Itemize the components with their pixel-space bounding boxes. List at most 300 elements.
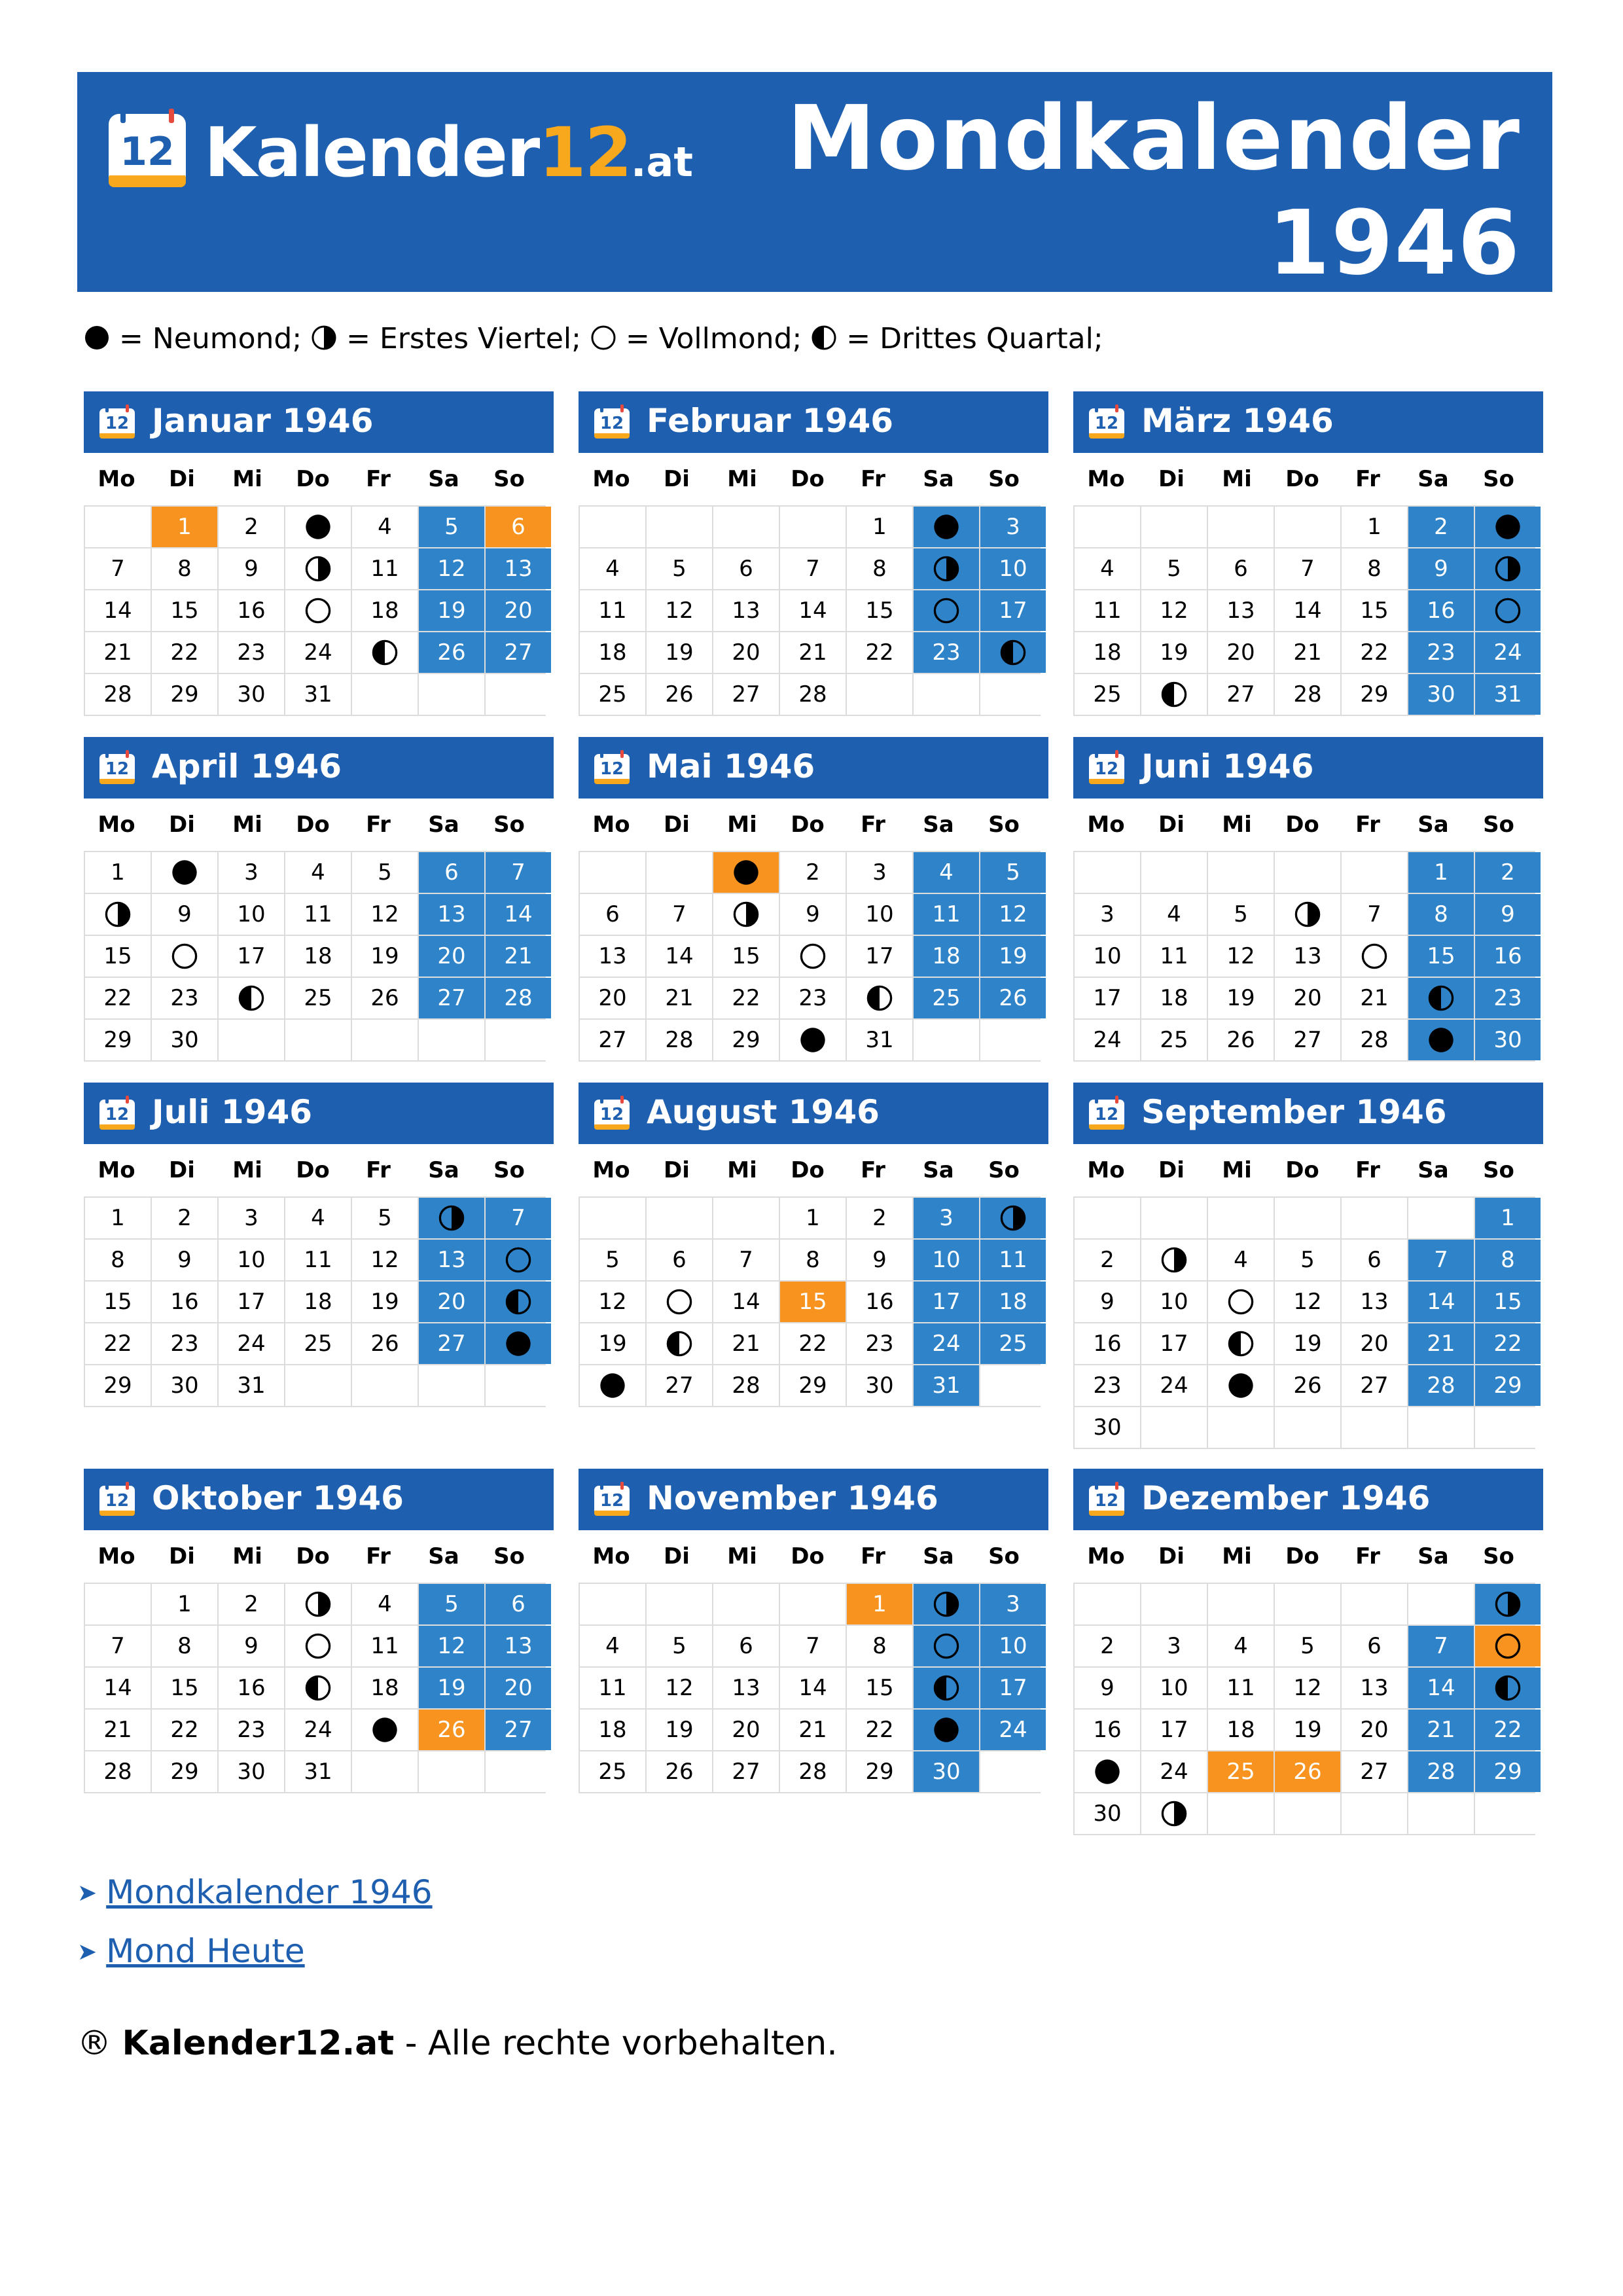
day-cell[interactable] [285,1668,351,1708]
day-cell[interactable] [980,1710,1046,1750]
day-cell[interactable] [352,1323,418,1364]
day-cell[interactable] [1475,590,1541,631]
day-cell[interactable] [285,1710,351,1750]
day-cell[interactable] [1475,1198,1541,1238]
day-cell[interactable] [1075,894,1140,935]
day-cell[interactable] [219,1710,284,1750]
day-cell[interactable] [85,1323,151,1364]
day-cell[interactable] [1342,894,1407,935]
day-cell[interactable] [713,1751,779,1792]
day-cell[interactable] [152,978,217,1018]
day-cell[interactable] [713,1240,779,1280]
day-cell[interactable] [352,1240,418,1280]
day-cell[interactable] [1342,1020,1407,1060]
day-cell[interactable] [780,548,846,589]
day-cell[interactable] [152,1282,217,1322]
day-cell[interactable] [1275,548,1340,589]
day-cell[interactable] [1342,590,1407,631]
day-cell[interactable] [85,1020,151,1060]
day-cell[interactable] [1342,674,1407,715]
day-cell[interactable] [980,1198,1046,1238]
day-cell[interactable] [847,1751,912,1792]
day-cell[interactable] [85,1626,151,1666]
day-cell[interactable] [713,978,779,1018]
day-cell[interactable] [1208,590,1274,631]
day-cell[interactable] [419,1282,484,1322]
day-cell[interactable] [1075,978,1140,1018]
day-cell[interactable] [847,852,912,893]
day-cell[interactable] [713,936,779,977]
day-cell[interactable] [1275,1668,1340,1708]
day-cell[interactable] [847,590,912,631]
day-cell[interactable] [152,590,217,631]
day-cell[interactable] [285,1584,351,1624]
day-cell[interactable] [1075,1626,1140,1666]
day-cell[interactable] [1475,632,1541,673]
day-cell[interactable] [713,1626,779,1666]
day-cell[interactable] [1408,548,1474,589]
day-cell[interactable] [980,978,1046,1018]
day-cell[interactable] [780,936,846,977]
day-cell[interactable] [914,978,979,1018]
day-cell[interactable] [980,1323,1046,1364]
day-cell[interactable] [152,1710,217,1750]
day-cell[interactable] [914,632,979,673]
day-cell[interactable] [85,1751,151,1792]
day-cell[interactable] [1475,1710,1541,1750]
day-cell[interactable] [914,894,979,935]
day-cell[interactable] [980,1282,1046,1322]
day-cell[interactable] [713,1020,779,1060]
day-cell[interactable] [914,852,979,893]
day-cell[interactable] [152,548,217,589]
day-cell[interactable] [1408,852,1474,893]
day-cell[interactable] [1208,1668,1274,1708]
day-cell[interactable] [1408,1323,1474,1364]
day-cell[interactable] [1275,1751,1340,1792]
day-cell[interactable] [1141,1751,1207,1792]
day-cell[interactable] [219,507,284,547]
day-cell[interactable] [419,507,484,547]
day-cell[interactable] [352,1282,418,1322]
day-cell[interactable] [713,1282,779,1322]
day-cell[interactable] [1342,1282,1407,1322]
day-cell[interactable] [352,548,418,589]
day-cell[interactable] [1275,590,1340,631]
day-cell[interactable] [647,1710,712,1750]
day-cell[interactable] [647,548,712,589]
day-cell[interactable] [285,852,351,893]
day-cell[interactable] [486,978,551,1018]
day-cell[interactable] [152,852,217,893]
day-cell[interactable] [1342,978,1407,1018]
day-cell[interactable] [647,1365,712,1406]
day-cell[interactable] [580,1751,645,1792]
day-cell[interactable] [219,590,284,631]
day-cell[interactable] [914,1365,979,1406]
day-cell[interactable] [85,1282,151,1322]
day-cell[interactable] [1075,548,1140,589]
day-cell[interactable] [1141,1240,1207,1280]
day-cell[interactable] [285,507,351,547]
day-cell[interactable] [1208,1282,1274,1322]
day-cell[interactable] [980,632,1046,673]
day-cell[interactable] [152,1668,217,1708]
day-cell[interactable] [352,1198,418,1238]
day-cell[interactable] [285,1323,351,1364]
day-cell[interactable] [152,1584,217,1624]
day-cell[interactable] [152,1751,217,1792]
day-cell[interactable] [1342,1240,1407,1280]
day-cell[interactable] [980,1240,1046,1280]
day-cell[interactable] [780,978,846,1018]
day-cell[interactable] [1342,1710,1407,1750]
day-cell[interactable] [580,1240,645,1280]
day-cell[interactable] [85,936,151,977]
day-cell[interactable] [486,507,551,547]
day-cell[interactable] [580,894,645,935]
day-cell[interactable] [847,978,912,1018]
day-cell[interactable] [1475,1668,1541,1708]
day-cell[interactable] [980,1584,1046,1624]
day-cell[interactable] [780,1710,846,1750]
day-cell[interactable] [152,1198,217,1238]
day-cell[interactable] [847,1365,912,1406]
day-cell[interactable] [419,632,484,673]
day-cell[interactable] [152,936,217,977]
day-cell[interactable] [1075,1365,1140,1406]
day-cell[interactable] [580,590,645,631]
day-cell[interactable] [713,674,779,715]
day-cell[interactable] [647,1020,712,1060]
day-cell[interactable] [1141,894,1207,935]
day-cell[interactable] [152,1020,217,1060]
day-cell[interactable] [486,894,551,935]
day-cell[interactable] [780,1020,846,1060]
day-cell[interactable] [1141,1323,1207,1364]
day-cell[interactable] [580,1626,645,1666]
day-cell[interactable] [914,1240,979,1280]
day-cell[interactable] [1141,632,1207,673]
day-cell[interactable] [486,1282,551,1322]
day-cell[interactable] [1208,674,1274,715]
day-cell[interactable] [1475,894,1541,935]
day-cell[interactable] [647,1282,712,1322]
day-cell[interactable] [1342,548,1407,589]
day-cell[interactable] [1208,978,1274,1018]
day-cell[interactable] [1208,936,1274,977]
day-cell[interactable] [486,632,551,673]
day-cell[interactable] [1208,548,1274,589]
day-cell[interactable] [1342,936,1407,977]
day-cell[interactable] [580,1668,645,1708]
day-cell[interactable] [219,1751,284,1792]
day-cell[interactable] [1075,1751,1140,1792]
day-cell[interactable] [1275,1240,1340,1280]
day-cell[interactable] [914,1626,979,1666]
day-cell[interactable] [1475,507,1541,547]
day-cell[interactable] [1208,1710,1274,1750]
day-cell[interactable] [419,1710,484,1750]
day-cell[interactable] [914,507,979,547]
day-cell[interactable] [1275,1282,1340,1322]
day-cell[interactable] [486,1240,551,1280]
day-cell[interactable] [914,1668,979,1708]
day-cell[interactable] [152,507,217,547]
day-cell[interactable] [219,936,284,977]
day-cell[interactable] [780,1323,846,1364]
day-cell[interactable] [352,1668,418,1708]
day-cell[interactable] [713,894,779,935]
day-cell[interactable] [285,1240,351,1280]
day-cell[interactable] [980,548,1046,589]
day-cell[interactable] [914,548,979,589]
day-cell[interactable] [85,852,151,893]
day-cell[interactable] [1208,1020,1274,1060]
day-cell[interactable] [1475,1365,1541,1406]
link-mond-heute[interactable]: Mond Heute [106,1932,305,1970]
day-cell[interactable] [1275,894,1340,935]
day-cell[interactable] [847,548,912,589]
day-cell[interactable] [847,936,912,977]
day-cell[interactable] [1475,1240,1541,1280]
day-cell[interactable] [219,548,284,589]
day-cell[interactable] [352,590,418,631]
day-cell[interactable] [85,1240,151,1280]
day-cell[interactable] [219,1198,284,1238]
day-cell[interactable] [1141,936,1207,977]
day-cell[interactable] [1141,1793,1207,1834]
day-cell[interactable] [1408,1282,1474,1322]
day-cell[interactable] [152,1240,217,1280]
day-cell[interactable] [780,590,846,631]
day-cell[interactable] [1475,936,1541,977]
day-cell[interactable] [847,1710,912,1750]
day-cell[interactable] [285,1282,351,1322]
day-cell[interactable] [647,632,712,673]
day-cell[interactable] [580,1365,645,1406]
day-cell[interactable] [486,1584,551,1624]
day-cell[interactable] [85,674,151,715]
day-cell[interactable] [1275,632,1340,673]
day-cell[interactable] [486,936,551,977]
day-cell[interactable] [580,1323,645,1364]
day-cell[interactable] [1141,1282,1207,1322]
day-cell[interactable] [152,1626,217,1666]
day-cell[interactable] [1408,1365,1474,1406]
day-cell[interactable] [352,1626,418,1666]
day-cell[interactable] [647,936,712,977]
day-cell[interactable] [1275,1710,1340,1750]
day-cell[interactable] [219,978,284,1018]
day-cell[interactable] [914,1323,979,1364]
day-cell[interactable] [285,1626,351,1666]
day-cell[interactable] [419,590,484,631]
day-cell[interactable] [85,632,151,673]
day-cell[interactable] [1141,1626,1207,1666]
day-cell[interactable] [713,590,779,631]
day-cell[interactable] [285,590,351,631]
day-cell[interactable] [486,1668,551,1708]
day-cell[interactable] [352,894,418,935]
day-cell[interactable] [713,1668,779,1708]
day-cell[interactable] [419,852,484,893]
day-cell[interactable] [780,632,846,673]
day-cell[interactable] [152,1365,217,1406]
day-cell[interactable] [1475,1584,1541,1624]
day-cell[interactable] [780,1751,846,1792]
day-cell[interactable] [847,1240,912,1280]
day-cell[interactable] [847,1626,912,1666]
day-cell[interactable] [1141,548,1207,589]
day-cell[interactable] [85,894,151,935]
day-cell[interactable] [1475,1626,1541,1666]
day-cell[interactable] [1141,1365,1207,1406]
day-cell[interactable] [647,894,712,935]
day-cell[interactable] [1408,1710,1474,1750]
day-cell[interactable] [152,674,217,715]
day-cell[interactable] [1208,1751,1274,1792]
day-cell[interactable] [219,894,284,935]
day-cell[interactable] [85,978,151,1018]
day-cell[interactable] [1075,674,1140,715]
day-cell[interactable] [1208,1240,1274,1280]
day-cell[interactable] [85,590,151,631]
day-cell[interactable] [847,894,912,935]
day-cell[interactable] [847,1584,912,1624]
day-cell[interactable] [285,936,351,977]
day-cell[interactable] [1342,1365,1407,1406]
day-cell[interactable] [419,978,484,1018]
day-cell[interactable] [1408,590,1474,631]
day-cell[interactable] [419,1584,484,1624]
day-cell[interactable] [1275,1323,1340,1364]
day-cell[interactable] [419,1668,484,1708]
day-cell[interactable] [285,978,351,1018]
day-cell[interactable] [647,1751,712,1792]
day-cell[interactable] [1075,1710,1140,1750]
day-cell[interactable] [285,894,351,935]
day-cell[interactable] [780,1626,846,1666]
day-cell[interactable] [1275,978,1340,1018]
day-cell[interactable] [1075,590,1140,631]
day-cell[interactable] [980,1626,1046,1666]
day-cell[interactable] [1141,1668,1207,1708]
day-cell[interactable] [1075,1240,1140,1280]
day-cell[interactable] [1475,1020,1541,1060]
day-cell[interactable] [1141,674,1207,715]
day-cell[interactable] [486,1710,551,1750]
day-cell[interactable] [1141,1710,1207,1750]
day-cell[interactable] [1075,632,1140,673]
day-cell[interactable] [580,632,645,673]
day-cell[interactable] [419,1626,484,1666]
day-cell[interactable] [1208,894,1274,935]
day-cell[interactable] [1408,674,1474,715]
day-cell[interactable] [647,1668,712,1708]
day-cell[interactable] [713,852,779,893]
day-cell[interactable] [1342,1751,1407,1792]
day-cell[interactable] [980,894,1046,935]
day-cell[interactable] [219,632,284,673]
day-cell[interactable] [580,674,645,715]
day-cell[interactable] [780,1365,846,1406]
day-cell[interactable] [419,1323,484,1364]
day-cell[interactable] [914,1751,979,1792]
day-cell[interactable] [419,894,484,935]
day-cell[interactable] [914,1198,979,1238]
day-cell[interactable] [419,1198,484,1238]
day-cell[interactable] [1342,1323,1407,1364]
day-cell[interactable] [1141,590,1207,631]
day-cell[interactable] [152,632,217,673]
day-cell[interactable] [780,1668,846,1708]
day-cell[interactable] [980,936,1046,977]
day-cell[interactable] [419,548,484,589]
link-mondkalender[interactable]: Mondkalender 1946 [106,1873,433,1911]
day-cell[interactable] [914,1282,979,1322]
day-cell[interactable] [713,1710,779,1750]
day-cell[interactable] [1475,1282,1541,1322]
day-cell[interactable] [285,548,351,589]
day-cell[interactable] [1408,1020,1474,1060]
day-cell[interactable] [486,548,551,589]
day-cell[interactable] [914,1584,979,1624]
day-cell[interactable] [1275,1626,1340,1666]
day-cell[interactable] [352,852,418,893]
day-cell[interactable] [219,1668,284,1708]
day-cell[interactable] [647,1626,712,1666]
day-cell[interactable] [1475,674,1541,715]
day-cell[interactable] [1141,978,1207,1018]
day-cell[interactable] [219,1365,284,1406]
day-cell[interactable] [486,1626,551,1666]
day-cell[interactable] [647,1240,712,1280]
day-cell[interactable] [647,674,712,715]
day-cell[interactable] [847,1020,912,1060]
day-cell[interactable] [285,1198,351,1238]
day-cell[interactable] [85,1198,151,1238]
day-cell[interactable] [847,1323,912,1364]
day-cell[interactable] [219,674,284,715]
day-cell[interactable] [1075,1323,1140,1364]
day-cell[interactable] [1208,1365,1274,1406]
day-cell[interactable] [419,936,484,977]
day-cell[interactable] [647,590,712,631]
day-cell[interactable] [1408,507,1474,547]
day-cell[interactable] [780,894,846,935]
day-cell[interactable] [85,1365,151,1406]
day-cell[interactable] [486,852,551,893]
day-cell[interactable] [285,1751,351,1792]
day-cell[interactable] [1141,1020,1207,1060]
day-cell[interactable] [352,1710,418,1750]
day-cell[interactable] [713,1323,779,1364]
day-cell[interactable] [1475,1323,1541,1364]
day-cell[interactable] [1075,936,1140,977]
day-cell[interactable] [219,852,284,893]
day-cell[interactable] [219,1240,284,1280]
day-cell[interactable] [780,674,846,715]
day-cell[interactable] [285,674,351,715]
day-cell[interactable] [1075,1020,1140,1060]
day-cell[interactable] [914,590,979,631]
day-cell[interactable] [580,1710,645,1750]
day-cell[interactable] [285,632,351,673]
day-cell[interactable] [85,1710,151,1750]
day-cell[interactable] [780,1240,846,1280]
day-cell[interactable] [580,978,645,1018]
